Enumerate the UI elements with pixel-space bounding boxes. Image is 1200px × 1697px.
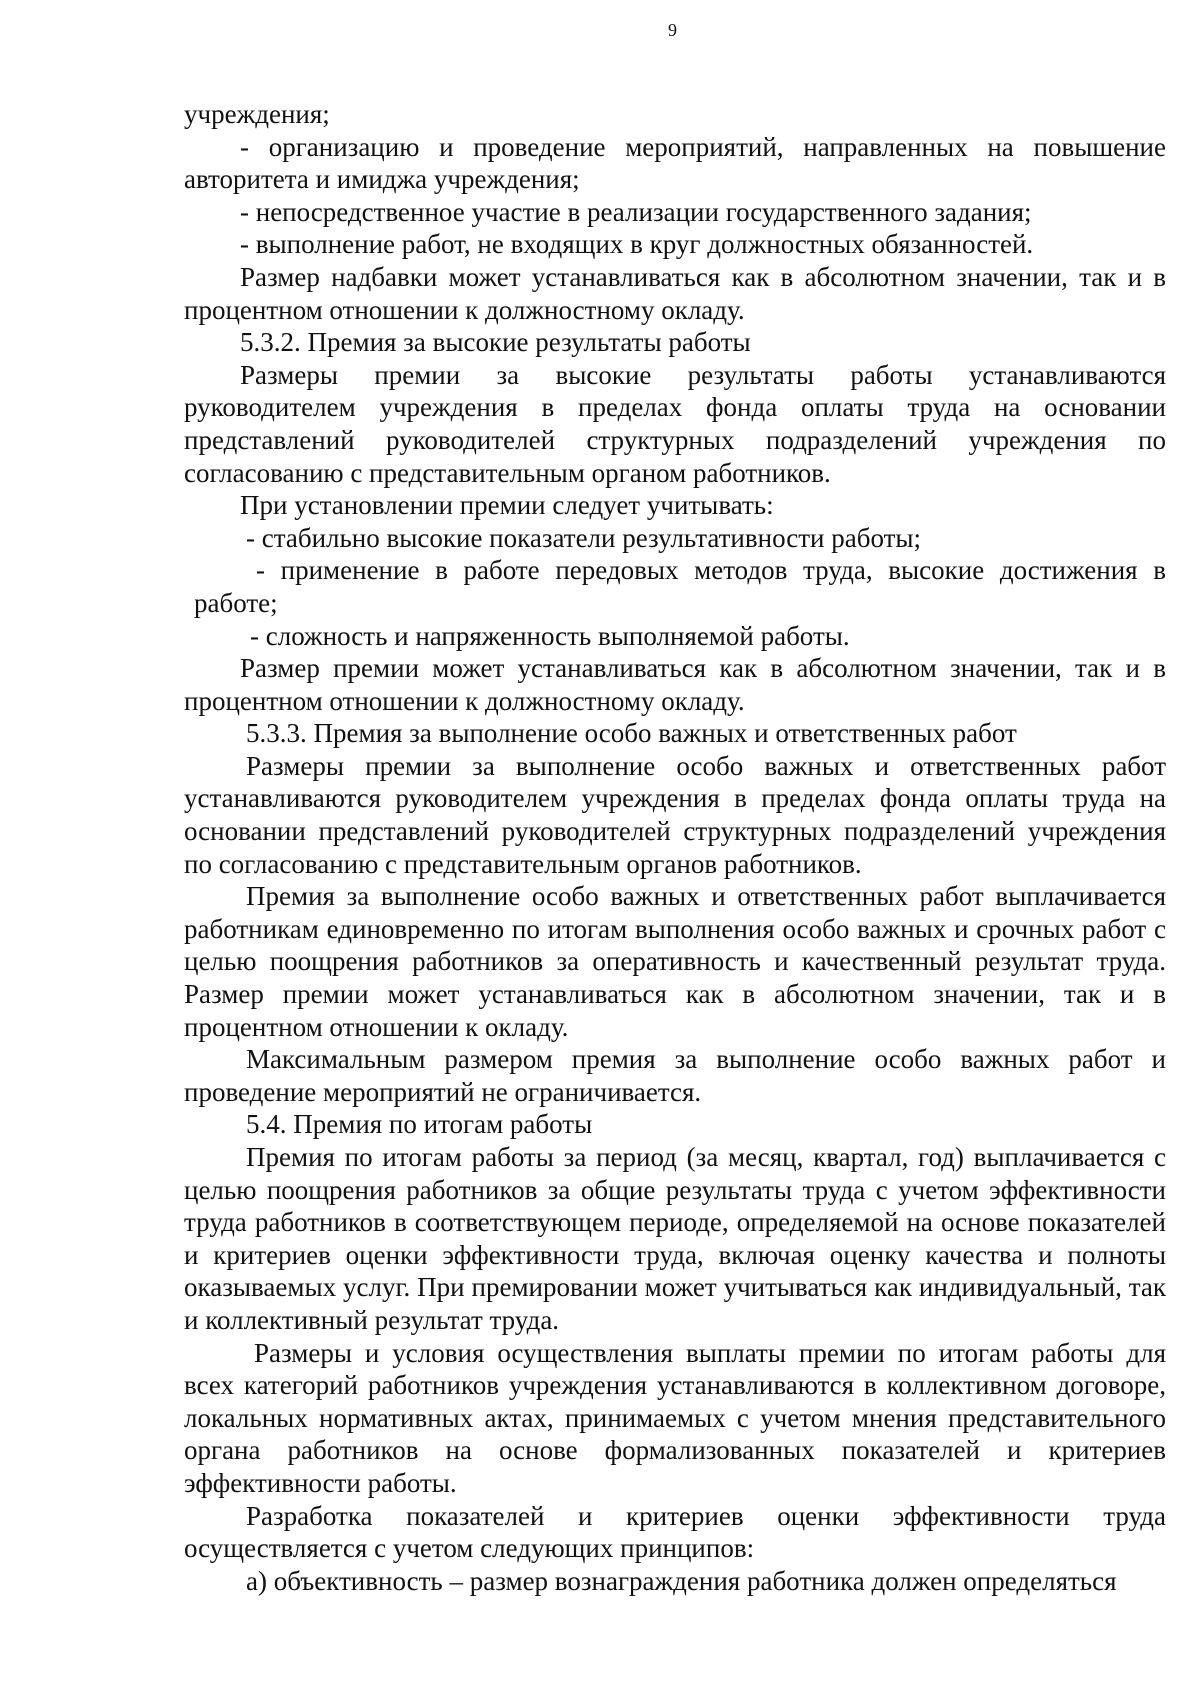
paragraph: а) объективность – размер вознаграждения работника должен определяться [246,1565,1117,1596]
paragraph: 5.4. Премия по итогам работы [246,1109,593,1140]
paragraph: 5.3.2. Премия за высокие результаты работы [240,327,751,358]
paragraph: При установлении премии следует учитывать: [240,490,774,521]
paragraph: Размеры и условия осуществления выплаты премии по итогам работы для всех категорий работников учреждения устанавливаются в коллективном договоре, локальных нормативных актах, принимаемых с учетом мнения представительного органа работников на основе формализованных показателей и критериев эффективности работы. [184,1337,1166,1498]
paragraph: - сложность и напряженность выполняемой работы. [250,620,850,651]
paragraph: Премия по итогам работы за период (за месяц, квартал, год) выплачивается с целью поощрения работников за общие результаты труда с учетом эффективности труда работников в соответствующем периоде, определяемой на основе показателей и критериев оценки эффективности труда, включая оценку качества и полноты оказываемых услуг. При премировании может учитываться как индивидуальный, так и коллективный результат труда. [184,1142,1166,1335]
document-body [184,98,1166,1597]
paragraph: Максимальным размером премия за выполнение особо важных работ и проведение мероприятий не ограничивается. [184,1044,1166,1107]
paragraph: - применение в работе передовых методов труда, высокие достижения в работе; [194,555,1166,618]
paragraph: Премия за выполнение особо важных и ответственных работ выплачивается работникам единовременно по итогам выполнения особо важных и срочных работ с целью поощрения работников за оперативность и качественный результат труда. Размер премии может устанавливаться как в абсолютном значении, так и в процентном отношении к окладу. [184,881,1166,1042]
paragraph: Размер премии может устанавливаться как в абсолютном значении, так и в процентном отношении к должностному окладу. [184,653,1166,716]
paragraph: - непосредственное участие в реализации государственного задания; [240,196,1032,227]
paragraph: Размеры премии за выполнение особо важных и ответственных работ устанавливаются руководителем учреждения в пределах фонда оплаты труда на основании представлений руководителей структурных подразделений учреждения по согласованию с представительным органов работников. [184,750,1166,879]
paragraph: Размеры премии за высокие результаты работы устанавливаются руководителем учреждения в пределах фонда оплаты труда на основании представлений руководителей структурных подразделений учреждения по согласованию с представительным органом работников. [184,359,1166,488]
paragraph: Разработка показателей и критериев оценки эффективности труда осуществляется с учетом следующих принципов: [184,1500,1166,1564]
paragraph: учреждения; [184,99,330,129]
paragraph: 5.3.3. Премия за выполнение особо важных и ответственных работ [246,718,1017,749]
page-number: 9 [668,20,677,40]
paragraph: - стабильно высокие показатели результативности работы; [246,522,922,553]
paragraph: - организацию и проведение мероприятий, направленных на повышение авторитета и имиджа учреждения; [184,131,1166,195]
paragraph: - выполнение работ, не входящих в круг должностных обязанностей. [240,229,1034,260]
paragraph: Размер надбавки может устанавливаться как в абсолютном значении, так и в процентном отношении к должностному окладу. [184,261,1166,325]
